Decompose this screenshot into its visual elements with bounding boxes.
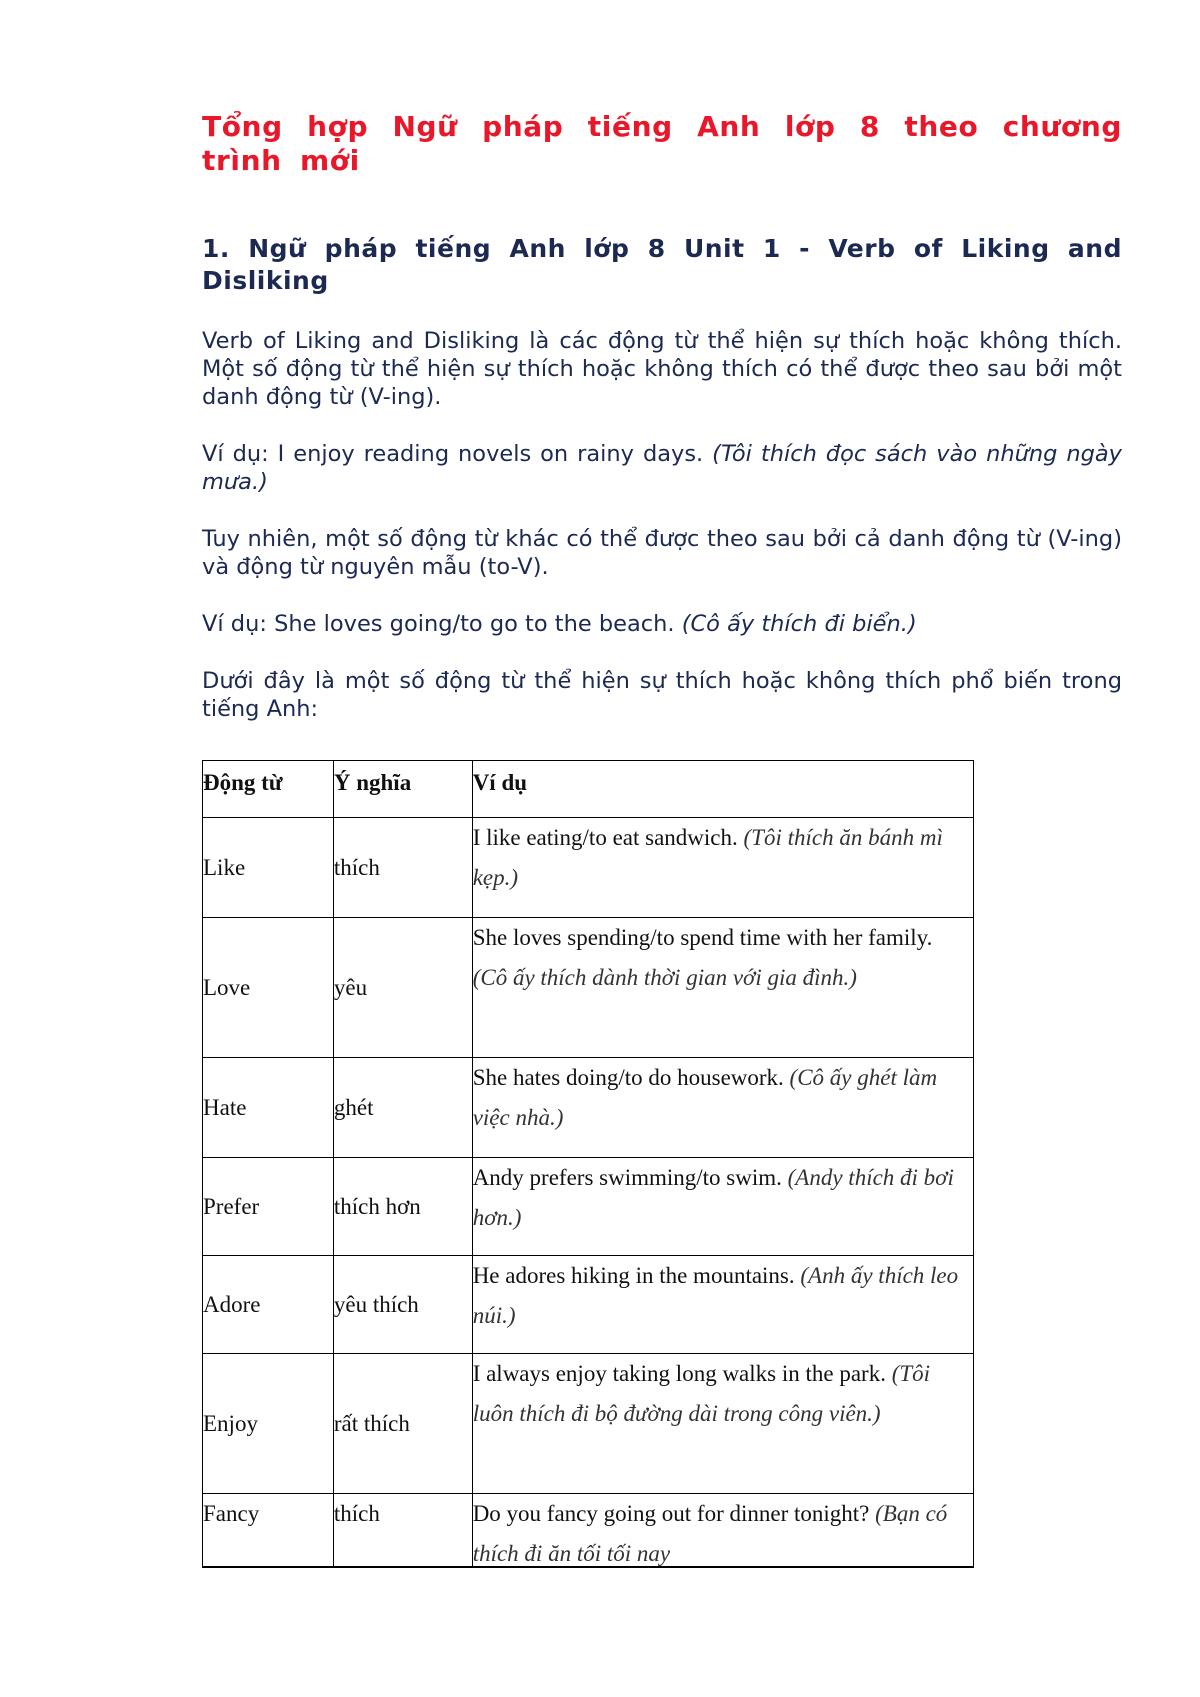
example-translation: (Cô ấy thích đi biển.) (681, 611, 917, 637)
verb-cell: Like (203, 818, 334, 918)
table-row (203, 818, 974, 918)
example-sentence: I always enjoy taking long walks in the park. (472, 1361, 892, 1386)
verb-table (202, 760, 974, 1594)
header-example: Ví dụ (472, 761, 973, 818)
example-cell (472, 1256, 973, 1354)
example-paragraph-1 (202, 440, 1122, 496)
verb-cell: Enjoy (203, 1354, 334, 1494)
example-translation: (Andy thích đi bơi hơn.) (472, 1165, 954, 1230)
example-sentence: She loves spending/to spend time with her family. (472, 925, 933, 950)
verb-cell: Fancy (203, 1494, 334, 1594)
section-heading-unit1: 1. Ngữ pháp tiếng Anh lớp 8 Unit 1 - Verb of Liking and Disliking (202, 234, 1122, 295)
verb-cell: Hate (203, 1058, 334, 1158)
verb-cell: Love (203, 918, 334, 1058)
meaning-cell: thích hơn (333, 1158, 472, 1256)
note-paragraph: Tuy nhiên, một số động từ khác có thể được theo sau bởi cả danh động từ (V-ing) và động từ nguyên mẫu (to-V). (202, 526, 1122, 580)
meaning-cell: thích (333, 818, 472, 918)
example-sentence: Andy prefers swimming/to swim. (472, 1165, 788, 1190)
example-sentence: He adores hiking in the mountains. (472, 1263, 801, 1288)
table-row (203, 1158, 974, 1256)
table-row (203, 1256, 974, 1354)
meaning-cell: thích (333, 1494, 472, 1594)
header-meaning: Ý nghĩa (333, 761, 472, 818)
example-cell (472, 818, 973, 918)
table-bottom-border (202, 1566, 974, 1568)
example-translation: (Bạn có thích đi ăn tối tối nay (472, 1501, 948, 1566)
example-translation: (Anh ấy thích leo núi.) (472, 1263, 959, 1328)
example-cell (472, 1058, 973, 1158)
example-sentence: I like eating/to eat sandwich. (472, 825, 744, 850)
example-translation: (Tôi luôn thích đi bộ đường dài trong công viên.) (472, 1361, 931, 1426)
page-bottom-margin (190, 1567, 990, 1697)
header-verb: Động từ (203, 761, 334, 818)
example-cell (472, 1354, 973, 1494)
example-text: Ví dụ: She loves going/to go to the beach. (202, 611, 682, 637)
example-paragraph-2 (202, 610, 1122, 638)
meaning-cell: yêu thích (333, 1256, 472, 1354)
example-sentence: She hates doing/to do housework. (472, 1065, 790, 1090)
example-cell (472, 918, 973, 1058)
example-translation: (Tôi thích ăn bánh mì kẹp.) (472, 825, 943, 890)
meaning-cell: yêu (333, 918, 472, 1058)
example-sentence: Do you fancy going out for dinner tonight? (472, 1501, 876, 1526)
table-row (203, 1354, 974, 1494)
table-header-row (203, 761, 974, 818)
meaning-cell: rất thích (333, 1354, 472, 1494)
intro-paragraph: Verb of Liking and Disliking là các động từ thể hiện sự thích hoặc không thích. Một số động từ thể hiện sự thích hoặc không thích có thể được theo sau bởi một danh động từ (V-ing). (202, 328, 1122, 410)
verb-cell: Adore (203, 1256, 334, 1354)
example-translation: (Cô ấy ghét làm việc nhà.) (472, 1065, 938, 1130)
example-text: Ví dụ: I enjoy reading novels on rainy days. (202, 441, 713, 467)
meaning-cell: ghét (333, 1058, 472, 1158)
table-intro-paragraph: Dưới đây là một số động từ thể hiện sự thích hoặc không thích phổ biến trong tiếng Anh: (202, 668, 1122, 722)
example-translation: (Cô ấy thích dành thời gian với gia đình.) (472, 965, 857, 990)
table-row (203, 1058, 974, 1158)
example-translation: (Tôi thích đọc sách vào những ngày mưa.) (202, 441, 1122, 495)
example-cell (472, 1158, 973, 1256)
document-page (202, 110, 1122, 723)
table-row (203, 918, 974, 1058)
document-title: Tổng hợp Ngữ pháp tiếng Anh lớp 8 theo chương trình mới (202, 110, 1122, 177)
verb-cell: Prefer (203, 1158, 334, 1256)
